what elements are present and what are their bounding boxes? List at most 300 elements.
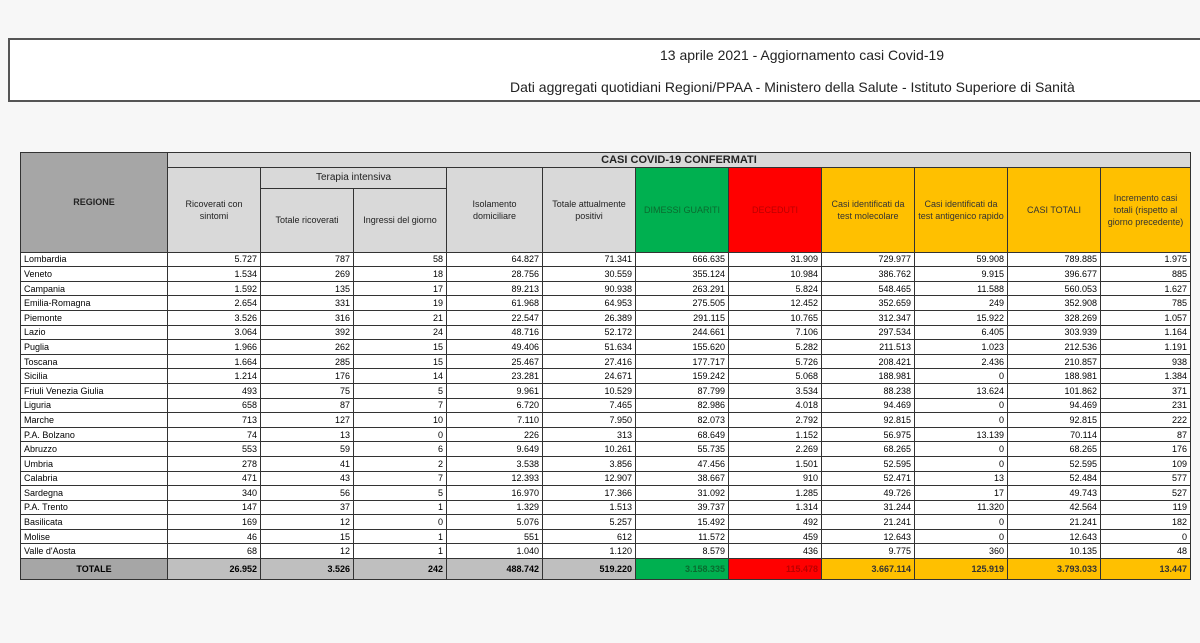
cell-value: 21.241 [822, 515, 915, 530]
cell-value: 89.213 [447, 281, 543, 296]
cell-value: 6 [354, 442, 447, 457]
cell-value: 92.815 [822, 413, 915, 428]
cell-value: 328.269 [1008, 310, 1101, 325]
total-value: 3.667.114 [822, 559, 915, 580]
cell-value: 26.389 [543, 310, 636, 325]
cell-value: 82.986 [636, 398, 729, 413]
cell-value: 10.765 [729, 310, 822, 325]
cell-value: 68 [168, 544, 261, 559]
cell-value: 5.726 [729, 354, 822, 369]
cell-value: 1.627 [1101, 281, 1191, 296]
cell-value: 211.513 [822, 340, 915, 355]
cell-value: 15.922 [915, 310, 1008, 325]
cell-value: 10.529 [543, 383, 636, 398]
region-name: P.A. Trento [21, 500, 168, 515]
cell-value: 938 [1101, 354, 1191, 369]
cell-value: 471 [168, 471, 261, 486]
region-name: Veneto [21, 267, 168, 282]
header-guariti: DIMESSI GUARITI [636, 167, 729, 252]
cell-value: 355.124 [636, 267, 729, 282]
page-title: 13 aprile 2021 - Aggiornamento casi Covid-19 [660, 47, 945, 63]
header-casi-totali: CASI TOTALI [1008, 167, 1101, 252]
cell-value: 1.534 [168, 267, 261, 282]
cell-value: 0 [354, 515, 447, 530]
cell-value: 5.076 [447, 515, 543, 530]
table-row [21, 383, 1191, 398]
region-name: Toscana [21, 354, 168, 369]
cell-value: 30.559 [543, 267, 636, 282]
cell-value: 48.716 [447, 325, 543, 340]
cell-value: 31.244 [822, 500, 915, 515]
region-name: Umbria [21, 456, 168, 471]
cell-value: 5.824 [729, 281, 822, 296]
cell-value: 0 [915, 456, 1008, 471]
region-name: Molise [21, 529, 168, 544]
cell-value: 37 [261, 500, 354, 515]
cell-value: 52.172 [543, 325, 636, 340]
cell-value: 3.856 [543, 456, 636, 471]
cell-value: 285 [261, 354, 354, 369]
cell-value: 1.285 [729, 486, 822, 501]
cell-value: 666.635 [636, 252, 729, 267]
cell-value: 21 [354, 310, 447, 325]
cell-value: 548.465 [822, 281, 915, 296]
cell-value: 340 [168, 486, 261, 501]
cell-value: 68.265 [1008, 442, 1101, 457]
cell-value: 59 [261, 442, 354, 457]
cell-value: 12.643 [822, 529, 915, 544]
cell-value: 612 [543, 529, 636, 544]
header-casi-confermati: CASI COVID-19 CONFERMATI [168, 153, 1191, 168]
total-value: 26.952 [168, 559, 261, 580]
header-deceduti: DECEDUTI [729, 167, 822, 252]
cell-value: 231 [1101, 398, 1191, 413]
cell-value: 119 [1101, 500, 1191, 515]
cell-value: 71.341 [543, 252, 636, 267]
table-row [21, 340, 1191, 355]
cell-value: 1 [354, 500, 447, 515]
cell-value: 360 [915, 544, 1008, 559]
cell-value: 24.671 [543, 369, 636, 384]
cell-value: 39.737 [636, 500, 729, 515]
region-name: Valle d'Aosta [21, 544, 168, 559]
cell-value: 7 [354, 398, 447, 413]
cell-value: 101.862 [1008, 383, 1101, 398]
cell-value: 2.269 [729, 442, 822, 457]
total-label: TOTALE [21, 559, 168, 580]
cell-value: 12.452 [729, 296, 822, 311]
table-row [21, 486, 1191, 501]
total-value: 125.919 [915, 559, 1008, 580]
cell-value: 0 [915, 515, 1008, 530]
cell-value: 392 [261, 325, 354, 340]
header-positivi: Totale attualmente positivi [543, 167, 636, 252]
cell-value: 1.975 [1101, 252, 1191, 267]
cell-value: 396.677 [1008, 267, 1101, 282]
cell-value: 6.405 [915, 325, 1008, 340]
header-ti-ingressi: Ingressi del giorno [354, 188, 447, 252]
cell-value: 0 [354, 427, 447, 442]
cell-value: 3.538 [447, 456, 543, 471]
cell-value: 159.242 [636, 369, 729, 384]
table-row [21, 252, 1191, 267]
cell-value: 249 [915, 296, 1008, 311]
region-name: Sardegna [21, 486, 168, 501]
cell-value: 56.975 [822, 427, 915, 442]
cell-value: 2.654 [168, 296, 261, 311]
region-name: Sicilia [21, 369, 168, 384]
cell-value: 493 [168, 383, 261, 398]
cell-value: 52.471 [822, 471, 915, 486]
cell-value: 12.907 [543, 471, 636, 486]
header-terapia-intensiva: Terapia intensiva [261, 167, 447, 188]
table-row [21, 398, 1191, 413]
region-name: Basilicata [21, 515, 168, 530]
cell-value: 59.908 [915, 252, 1008, 267]
cell-value: 4.018 [729, 398, 822, 413]
cell-value: 269 [261, 267, 354, 282]
table-row [21, 544, 1191, 559]
region-name: Lombardia [21, 252, 168, 267]
cell-value: 49.406 [447, 340, 543, 355]
table-row [21, 354, 1191, 369]
cell-value: 208.421 [822, 354, 915, 369]
cell-value: 188.981 [822, 369, 915, 384]
cell-value: 58 [354, 252, 447, 267]
cell-value: 1.966 [168, 340, 261, 355]
cell-value: 92.815 [1008, 413, 1101, 428]
cell-value: 5 [354, 383, 447, 398]
table-row [21, 369, 1191, 384]
cell-value: 10.984 [729, 267, 822, 282]
region-name: Calabria [21, 471, 168, 486]
cell-value: 8.579 [636, 544, 729, 559]
table-row [21, 427, 1191, 442]
cell-value: 15 [354, 354, 447, 369]
cell-value: 5.727 [168, 252, 261, 267]
cell-value: 68.649 [636, 427, 729, 442]
cell-value: 291.115 [636, 310, 729, 325]
cell-value: 87 [1101, 427, 1191, 442]
table-row [21, 515, 1191, 530]
cell-value: 28.756 [447, 267, 543, 282]
cell-value: 352.659 [822, 296, 915, 311]
cell-value: 3.064 [168, 325, 261, 340]
page-subtitle: Dati aggregati quotidiani Regioni/PPAA - Ministero della Salute - Istituto Superiore di Sanità [510, 79, 1075, 95]
cell-value: 177.717 [636, 354, 729, 369]
header-ti-totale: Totale ricoverati [261, 188, 354, 252]
cell-value: 0 [915, 369, 1008, 384]
cell-value: 312.347 [822, 310, 915, 325]
cell-value: 527 [1101, 486, 1191, 501]
cell-value: 15.492 [636, 515, 729, 530]
cell-value: 1.592 [168, 281, 261, 296]
cell-value: 1.191 [1101, 340, 1191, 355]
cell-value: 43 [261, 471, 354, 486]
table-row [21, 281, 1191, 296]
cell-value: 553 [168, 442, 261, 457]
cell-value: 14 [354, 369, 447, 384]
total-value: 115.478 [729, 559, 822, 580]
cell-value: 13 [261, 427, 354, 442]
total-value: 519.220 [543, 559, 636, 580]
region-name: Emilia-Romagna [21, 296, 168, 311]
region-name: Lazio [21, 325, 168, 340]
cell-value: 109 [1101, 456, 1191, 471]
cell-value: 52.595 [1008, 456, 1101, 471]
cell-value: 492 [729, 515, 822, 530]
cell-value: 316 [261, 310, 354, 325]
cell-value: 21.241 [1008, 515, 1101, 530]
region-name: Marche [21, 413, 168, 428]
cell-value: 49.743 [1008, 486, 1101, 501]
cell-value: 560.053 [1008, 281, 1101, 296]
cell-value: 0 [1101, 529, 1191, 544]
cell-value: 313 [543, 427, 636, 442]
cell-value: 52.595 [822, 456, 915, 471]
cell-value: 371 [1101, 383, 1191, 398]
cell-value: 64.827 [447, 252, 543, 267]
cell-value: 278 [168, 456, 261, 471]
cell-value: 13.624 [915, 383, 1008, 398]
cell-value: 188.981 [1008, 369, 1101, 384]
region-name: Piemonte [21, 310, 168, 325]
cell-value: 5.257 [543, 515, 636, 530]
cell-value: 352.908 [1008, 296, 1101, 311]
cell-value: 12.393 [447, 471, 543, 486]
cell-value: 55.735 [636, 442, 729, 457]
cell-value: 94.469 [822, 398, 915, 413]
cell-value: 331 [261, 296, 354, 311]
table-row [21, 310, 1191, 325]
cell-value: 7.465 [543, 398, 636, 413]
cell-value: 212.536 [1008, 340, 1101, 355]
cell-value: 147 [168, 500, 261, 515]
table-row [21, 456, 1191, 471]
cell-value: 7 [354, 471, 447, 486]
cell-value: 1.664 [168, 354, 261, 369]
header-isolamento: Isolamento domiciliare [447, 167, 543, 252]
table-row [21, 529, 1191, 544]
cell-value: 74 [168, 427, 261, 442]
cell-value: 436 [729, 544, 822, 559]
cell-value: 10.261 [543, 442, 636, 457]
total-value: 488.742 [447, 559, 543, 580]
cell-value: 1.164 [1101, 325, 1191, 340]
region-name: Liguria [21, 398, 168, 413]
cell-value: 176 [261, 369, 354, 384]
cell-value: 785 [1101, 296, 1191, 311]
cell-value: 2.792 [729, 413, 822, 428]
cell-value: 1.120 [543, 544, 636, 559]
total-value: 3.526 [261, 559, 354, 580]
cell-value: 551 [447, 529, 543, 544]
cell-value: 90.938 [543, 281, 636, 296]
cell-value: 244.661 [636, 325, 729, 340]
cell-value: 13 [915, 471, 1008, 486]
cell-value: 1.329 [447, 500, 543, 515]
header-regione: REGIONE [21, 153, 168, 253]
cell-value: 5 [354, 486, 447, 501]
cell-value: 61.968 [447, 296, 543, 311]
cell-value: 1 [354, 529, 447, 544]
cell-value: 31.909 [729, 252, 822, 267]
cell-value: 1.214 [168, 369, 261, 384]
cell-value: 9.961 [447, 383, 543, 398]
cell-value: 0 [915, 529, 1008, 544]
cell-value: 51.634 [543, 340, 636, 355]
cell-value: 1.057 [1101, 310, 1191, 325]
region-name: Friuli Venezia Giulia [21, 383, 168, 398]
cell-value: 7.950 [543, 413, 636, 428]
header-incremento: Incremento casi totali (rispetto al giorno precedente) [1101, 167, 1191, 252]
cell-value: 82.073 [636, 413, 729, 428]
covid-data-table [20, 152, 1191, 580]
total-row [21, 559, 1191, 580]
cell-value: 135 [261, 281, 354, 296]
cell-value: 11.572 [636, 529, 729, 544]
cell-value: 31.092 [636, 486, 729, 501]
cell-value: 729.977 [822, 252, 915, 267]
cell-value: 75 [261, 383, 354, 398]
cell-value: 56 [261, 486, 354, 501]
cell-value: 88.238 [822, 383, 915, 398]
cell-value: 23.281 [447, 369, 543, 384]
cell-value: 885 [1101, 267, 1191, 282]
cell-value: 3.526 [168, 310, 261, 325]
cell-value: 1 [354, 544, 447, 559]
cell-value: 7.106 [729, 325, 822, 340]
table-row [21, 267, 1191, 282]
cell-value: 17 [915, 486, 1008, 501]
cell-value: 459 [729, 529, 822, 544]
cell-value: 910 [729, 471, 822, 486]
cell-value: 18 [354, 267, 447, 282]
cell-value: 12 [261, 544, 354, 559]
cell-value: 68.265 [822, 442, 915, 457]
title-box [8, 38, 1200, 102]
cell-value: 263.291 [636, 281, 729, 296]
cell-value: 210.857 [1008, 354, 1101, 369]
cell-value: 11.588 [915, 281, 1008, 296]
cell-value: 19 [354, 296, 447, 311]
cell-value: 1.152 [729, 427, 822, 442]
cell-value: 10.135 [1008, 544, 1101, 559]
cell-value: 11.320 [915, 500, 1008, 515]
cell-value: 1.314 [729, 500, 822, 515]
cell-value: 182 [1101, 515, 1191, 530]
cell-value: 658 [168, 398, 261, 413]
total-value: 242 [354, 559, 447, 580]
cell-value: 94.469 [1008, 398, 1101, 413]
total-value: 3.793.033 [1008, 559, 1101, 580]
cell-value: 155.620 [636, 340, 729, 355]
cell-value: 2.436 [915, 354, 1008, 369]
region-name: Campania [21, 281, 168, 296]
cell-value: 789.885 [1008, 252, 1101, 267]
cell-value: 12.643 [1008, 529, 1101, 544]
cell-value: 386.762 [822, 267, 915, 282]
cell-value: 47.456 [636, 456, 729, 471]
cell-value: 1.501 [729, 456, 822, 471]
cell-value: 41 [261, 456, 354, 471]
cell-value: 0 [915, 413, 1008, 428]
cell-value: 5.282 [729, 340, 822, 355]
cell-value: 1.384 [1101, 369, 1191, 384]
cell-value: 5.068 [729, 369, 822, 384]
cell-value: 12 [261, 515, 354, 530]
cell-value: 64.953 [543, 296, 636, 311]
cell-value: 15 [354, 340, 447, 355]
cell-value: 48 [1101, 544, 1191, 559]
table-row [21, 442, 1191, 457]
table-row [21, 296, 1191, 311]
cell-value: 2 [354, 456, 447, 471]
cell-value: 176 [1101, 442, 1191, 457]
cell-value: 6.720 [447, 398, 543, 413]
table-row [21, 471, 1191, 486]
region-name: Puglia [21, 340, 168, 355]
cell-value: 222 [1101, 413, 1191, 428]
total-value: 13.447 [1101, 559, 1191, 580]
cell-value: 577 [1101, 471, 1191, 486]
cell-value: 87.799 [636, 383, 729, 398]
cell-value: 1.040 [447, 544, 543, 559]
cell-value: 17 [354, 281, 447, 296]
cell-value: 13.139 [915, 427, 1008, 442]
header-molecolare: Casi identificati da test molecolare [822, 167, 915, 252]
header-antigenico: Casi identificati da test antigenico rapido [915, 167, 1008, 252]
cell-value: 38.667 [636, 471, 729, 486]
cell-value: 275.505 [636, 296, 729, 311]
table-row [21, 413, 1191, 428]
region-name: P.A. Bolzano [21, 427, 168, 442]
table-row [21, 325, 1191, 340]
cell-value: 169 [168, 515, 261, 530]
cell-value: 22.547 [447, 310, 543, 325]
cell-value: 1.023 [915, 340, 1008, 355]
cell-value: 303.939 [1008, 325, 1101, 340]
cell-value: 49.726 [822, 486, 915, 501]
cell-value: 9.915 [915, 267, 1008, 282]
cell-value: 9.775 [822, 544, 915, 559]
cell-value: 16.970 [447, 486, 543, 501]
cell-value: 46 [168, 529, 261, 544]
cell-value: 42.564 [1008, 500, 1101, 515]
table-row [21, 500, 1191, 515]
cell-value: 0 [915, 398, 1008, 413]
cell-value: 70.114 [1008, 427, 1101, 442]
cell-value: 0 [915, 442, 1008, 457]
cell-value: 27.416 [543, 354, 636, 369]
cell-value: 787 [261, 252, 354, 267]
cell-value: 713 [168, 413, 261, 428]
cell-value: 3.534 [729, 383, 822, 398]
region-name: Abruzzo [21, 442, 168, 457]
cell-value: 297.534 [822, 325, 915, 340]
cell-value: 7.110 [447, 413, 543, 428]
cell-value: 1.513 [543, 500, 636, 515]
cell-value: 127 [261, 413, 354, 428]
header-ricoverati: Ricoverati con sintomi [168, 167, 261, 252]
cell-value: 87 [261, 398, 354, 413]
total-value: 3.158.335 [636, 559, 729, 580]
cell-value: 226 [447, 427, 543, 442]
cell-value: 24 [354, 325, 447, 340]
cell-value: 15 [261, 529, 354, 544]
cell-value: 9.649 [447, 442, 543, 457]
cell-value: 25.467 [447, 354, 543, 369]
